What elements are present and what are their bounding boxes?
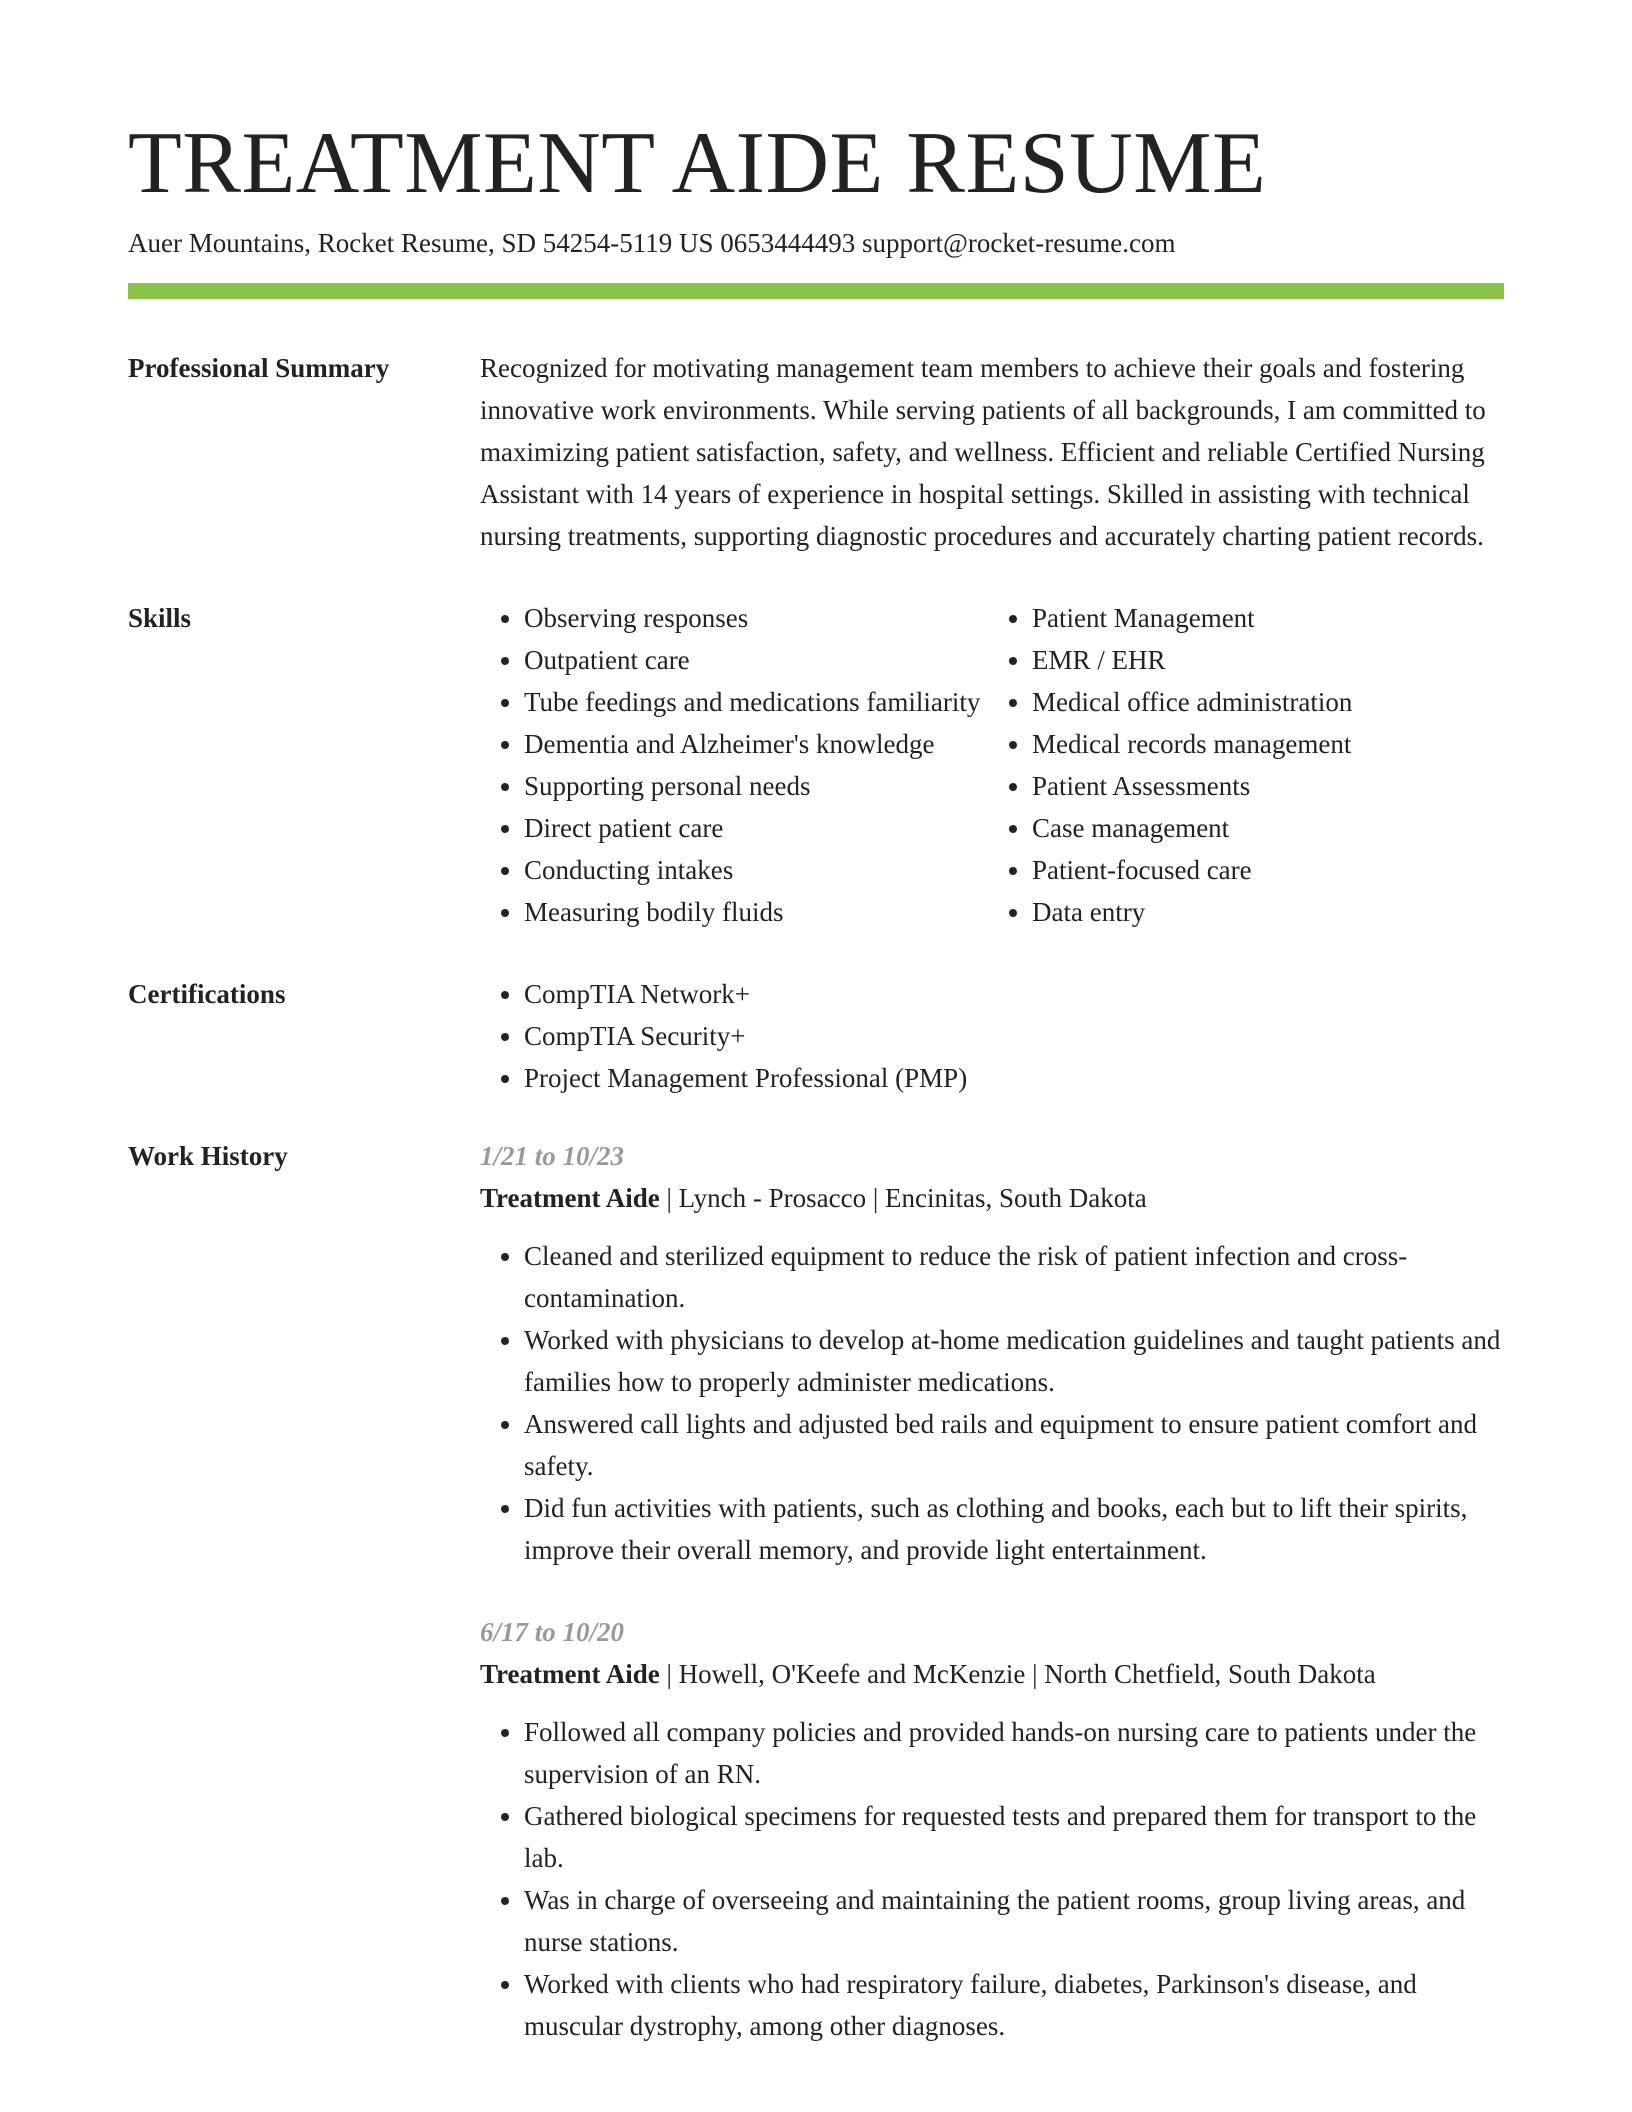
- certification-item: • CompTIA Network+: [524, 973, 1504, 1015]
- work-history-label: Work History: [128, 1141, 288, 1172]
- skill-item: • Measuring bodily fluids: [524, 891, 984, 933]
- certifications-list: [480, 973, 1504, 1099]
- summary-section: [128, 347, 1504, 557]
- certifications-section: [128, 973, 1504, 1099]
- skill-item: • Patient-focused care: [1032, 849, 1504, 891]
- skills-column-1: [480, 597, 984, 933]
- skill-item: • Data entry: [1032, 891, 1504, 933]
- skill-item: • Dementia and Alzheimer's knowledge: [524, 723, 984, 765]
- skills-column-2: [988, 597, 1504, 933]
- summary-text: Recognized for motivating management team members to achieve their goals and fostering innovative work environments. While serving patients of all backgrounds, I am committed to maximizing patient satisfaction, safety, and wellness. Efficient and reliable Certified Nursing Assistant with 14 years of experience in hospital settings. Skilled in assisting with technical nursing treatments, supporting diagnostic procedures and accurately charting patient records.: [480, 353, 1486, 552]
- job-bullet: • Did fun activities with patients, such as clothing and books, each but to lift their spirits, improve their overall memory, and provide light entertainment.: [524, 1487, 1504, 1571]
- resume-title: TREATMENT AIDE RESUME: [128, 115, 1267, 212]
- skill-item: • Patient Assessments: [1032, 765, 1504, 807]
- skill-item: • Patient Management: [1032, 597, 1504, 639]
- job-bullet: • Worked with physicians to develop at-home medication guidelines and taught patients and families how to properly administer medications.: [524, 1319, 1504, 1403]
- accent-divider: [128, 283, 1504, 299]
- job-bullet: • Cleaned and sterilized equipment to reduce the risk of patient infection and cross-contamination.: [524, 1235, 1504, 1319]
- job-details: | Lynch - Prosacco | Encinitas, South Dakota: [659, 1183, 1147, 1214]
- skill-item: • Medical records management: [1032, 723, 1504, 765]
- job-entry: [480, 1611, 1504, 2047]
- job-details: | Howell, O'Keefe and McKenzie | North Chetfield, South Dakota: [659, 1659, 1376, 1690]
- skill-item: • Tube feedings and medications familiarity: [524, 681, 984, 723]
- skill-item: • Supporting personal needs: [524, 765, 984, 807]
- certification-item: • Project Management Professional (PMP): [524, 1057, 1504, 1099]
- skill-item: • Conducting intakes: [524, 849, 984, 891]
- certification-item: • CompTIA Security+: [524, 1015, 1504, 1057]
- contact-line: Auer Mountains, Rocket Resume, SD 54254-5119 US 0653444493 support@rocket-resume.com: [128, 228, 1176, 259]
- job-bullet: • Followed all company policies and provided hands-on nursing care to patients under the supervision of an RN.: [524, 1711, 1504, 1795]
- job-bullet: • Gathered biological specimens for requested tests and prepared them for transport to the lab.: [524, 1795, 1504, 1879]
- job-bullet: • Worked with clients who had respiratory failure, diabetes, Parkinson's disease, and muscular dystrophy, among other diagnoses.: [524, 1963, 1504, 2047]
- job-title: Treatment Aide: [480, 1659, 660, 1690]
- job-bullets: [480, 1235, 1504, 1571]
- skill-item: • Case management: [1032, 807, 1504, 849]
- job-bullets: [480, 1711, 1504, 2047]
- skill-item: • Medical office administration: [1032, 681, 1504, 723]
- job-dates: 1/21 to 10/23: [480, 1141, 625, 1172]
- job-bullet: • Was in charge of overseeing and maintaining the patient rooms, group living areas, and nurse stations.: [524, 1879, 1504, 1963]
- job-entry: [480, 1135, 1504, 1571]
- job-bullet: • Answered call lights and adjusted bed rails and equipment to ensure patient comfort and safety.: [524, 1403, 1504, 1487]
- certifications-label: Certifications: [128, 979, 286, 1010]
- job-heading: [480, 1653, 1504, 1695]
- skills-label: Skills: [128, 603, 192, 634]
- summary-label: Professional Summary: [128, 353, 390, 384]
- skill-item: • Observing responses: [524, 597, 984, 639]
- skill-item: • EMR / EHR: [1032, 639, 1504, 681]
- job-title: Treatment Aide: [480, 1183, 660, 1214]
- work-history-section: [128, 1135, 1504, 2047]
- job-dates: 6/17 to 10/20: [480, 1617, 625, 1648]
- skill-item: • Outpatient care: [524, 639, 984, 681]
- job-heading: [480, 1177, 1504, 1219]
- skills-section: [128, 597, 1504, 933]
- skill-item: • Direct patient care: [524, 807, 984, 849]
